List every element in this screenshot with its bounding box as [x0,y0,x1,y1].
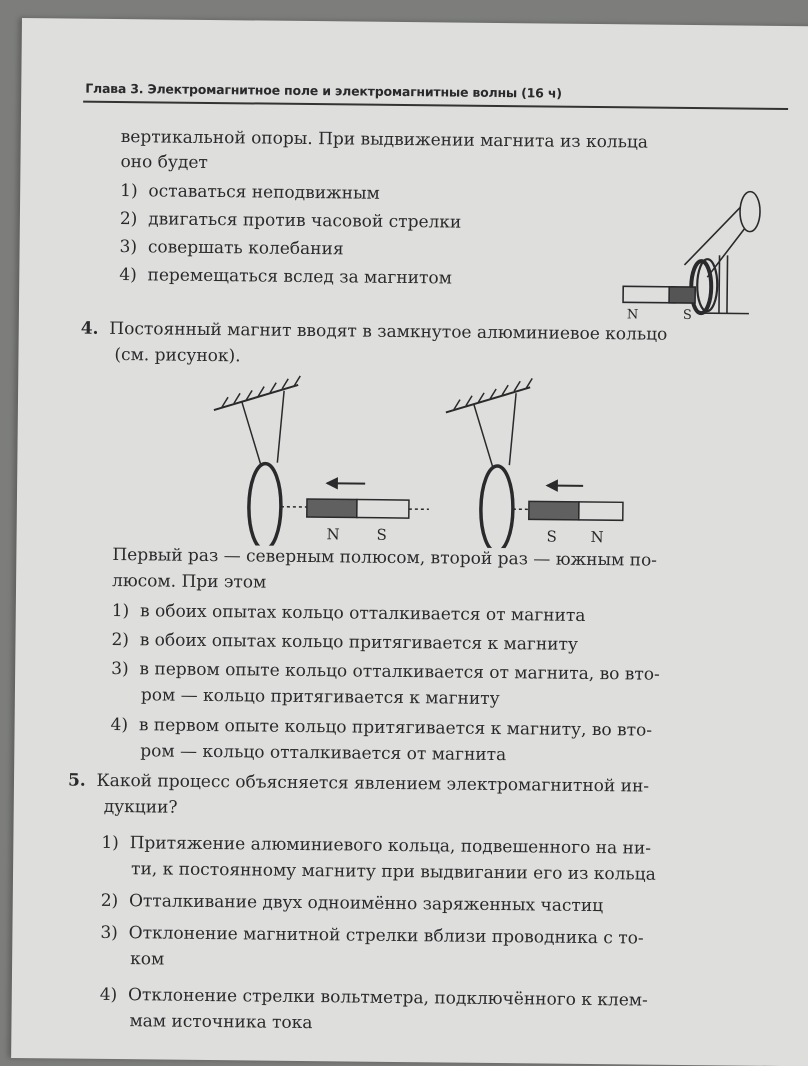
q4-option-1 [112,601,586,626]
option-number: 4) [100,985,118,1005]
magnet-right-dark [529,501,579,520]
support-pulley [740,192,760,232]
thread-left-a [241,402,262,466]
q5-number: 5. [68,771,86,791]
q4-figure [206,370,628,549]
ceiling-hatch-left [222,375,300,408]
q3-figure [589,184,770,326]
option-text: в первом опыте кольцо отталкивается от магнита, во вто- [139,659,660,684]
q5-line2: дукции? [104,797,178,818]
q3-pole-right: S [683,308,692,323]
option-text: оставаться неподвижным [148,181,380,203]
q4-right-pole-1: S [547,528,557,546]
option-text: в обоих опытах кольцо притягивается к магниту [140,630,578,655]
q5-option-3 [100,923,643,949]
magnet-light [623,286,675,303]
option-number: 2) [120,209,138,229]
magnet-left-dark [307,499,357,518]
q5-option-2 [101,891,604,916]
support-post [719,255,728,313]
q5-option-1-cont: ти, к постоянному магниту при выдвигании его из кольца [131,859,656,884]
option-number: 1) [101,833,119,853]
q4-number: 4. [81,319,99,339]
option-text: Отталкивание двух одноимённо заряженных частиц [129,891,603,916]
q4-option-3-cont: ром — кольцо притягивается к магниту [141,685,500,709]
option-number: 3) [111,659,129,679]
q4-option-4-cont: ром — кольцо отталкивается от магнита [140,741,506,765]
q4-after-line2: люсом. При этом [112,571,266,593]
magnet-left-light [357,500,409,519]
q4-option-4 [110,715,652,741]
q4-after-line1: Первый раз — северным полюсом, второй раз — южным по- [112,545,657,571]
q5-option-3-cont: ком [130,949,164,969]
q4-option-3 [111,659,660,685]
option-text: в первом опыте кольцо притягивается к магниту, во вто- [139,715,652,740]
ring-left [248,463,281,549]
q4-line1: Постоянный магнит вводят в замкнутое алюминиевое кольцо [109,319,667,345]
header-rule [83,101,788,110]
base-line [699,313,749,314]
q5-option-4 [100,985,648,1011]
q4-question [81,319,668,345]
option-text: перемещаться вслед за магнитом [147,265,451,288]
experiment-right [444,377,624,549]
q3-continuation-line1: вертикальной опоры. При выдвижении магнита из кольца [121,127,648,153]
option-number: 4) [110,715,128,735]
option-number: 1) [120,181,138,201]
q4-right-pole-2: N [591,528,604,546]
option-text: двигаться против часовой стрелки [148,209,461,232]
option-text: в обоих опытах кольцо отталкивается от магнита [140,601,586,626]
ceiling-hatch-right [454,378,532,411]
option-number: 2) [101,891,119,911]
q5-option-1 [101,833,651,859]
q3-option-4 [119,265,452,288]
q3-option-1 [120,181,380,204]
arrow-right-head [547,481,557,491]
option-number: 4) [119,265,137,285]
arrow-left-head [327,478,337,488]
q4-option-2 [111,630,578,655]
book-page [11,18,808,1066]
option-text: Отклонение стрелки вольтметра, подключённого к клем- [128,985,648,1010]
chapter-header: Глава 3. Электромагнитное поле и электромагнитные волны (16 ч) [85,81,785,103]
thread-left-b [277,391,284,463]
option-text: совершать колебания [148,237,344,259]
option-text: Отклонение магнитной стрелки вблизи проводника с то- [129,923,644,948]
option-number: 1) [112,601,130,621]
option-number: 3) [100,923,118,943]
option-text: Притяжение алюминиевого кольца, подвешенного на ни- [130,833,652,858]
option-number: 3) [120,237,138,257]
magnet-right-light [579,502,623,520]
q5-option-4-cont: мам источника тока [129,1011,312,1033]
thread-right-a [473,405,494,469]
q3-option-2 [120,209,462,233]
q3-pole-left: N [627,307,639,322]
q5-line1: Какой процесс объясняется явлением электромагнитной ин- [96,771,649,797]
ceiling-right [446,386,530,413]
ring-right [480,466,513,550]
thread-right-b [509,393,516,465]
magnet-dark [669,287,695,303]
experiment-left [212,375,430,549]
q3-option-3 [120,237,344,259]
option-number: 2) [111,630,129,650]
q4-left-pole-1: N [327,525,340,543]
q4-line2: (см. рисунок). [114,345,240,366]
q3-continuation-line2: оно будет [120,152,208,173]
q5-question [68,771,649,797]
q4-left-pole-2: S [377,526,387,544]
ceiling-left [214,384,298,411]
